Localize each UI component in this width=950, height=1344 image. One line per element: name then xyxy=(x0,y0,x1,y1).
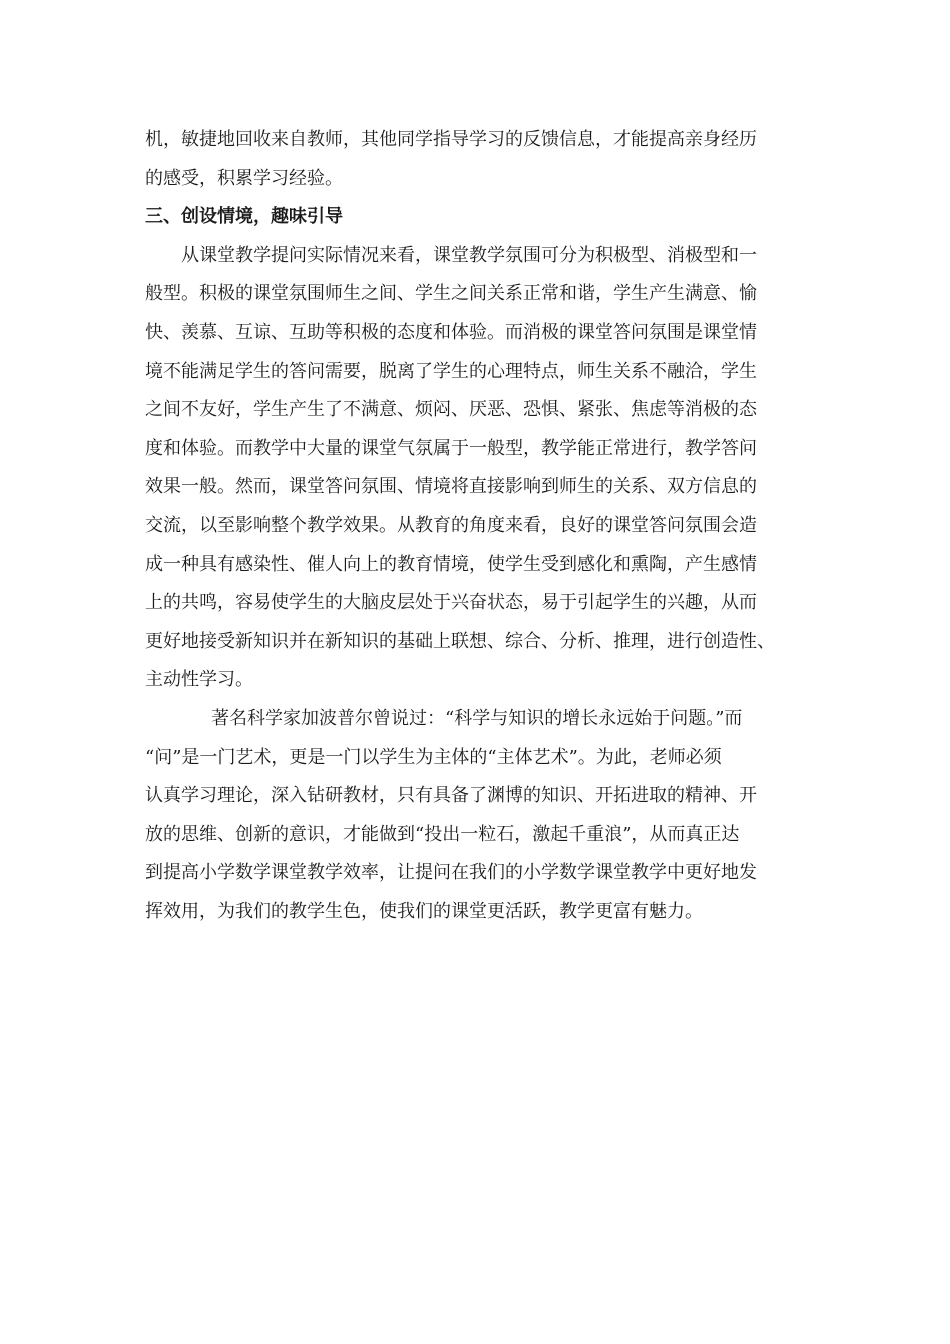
body-line: 主动性学习。 xyxy=(145,669,253,691)
body-line: 度和体验。而教学中大量的课堂气氛属于一般型，教学能正常进行，教学答问 xyxy=(145,437,757,459)
body-line: 认真学习理论，深入钻研教材，只有具备了渊博的知识、开拓进取的精神、开 xyxy=(145,785,757,807)
document-body xyxy=(145,121,805,931)
body-line: 快、羡慕、互谅、互助等积极的态度和体验。而消极的课堂答问氛围是课堂情 xyxy=(145,321,757,343)
body-line: 更好地接受新知识并在新知识的基础上联想、综合、分析、推理，进行创造性、 xyxy=(145,630,775,652)
body-line: 般型。积极的课堂氛围师生之间、学生之间关系正常和谐，学生产生满意、愉 xyxy=(145,283,757,305)
section-heading: 三、创设情境，趣味引导 xyxy=(145,206,343,228)
body-line: 的感受，积累学习经验。 xyxy=(145,167,343,189)
body-line: 挥效用，为我们的教学生色，使我们的课堂更活跃，教学更富有魅力。 xyxy=(145,900,703,922)
body-line: 交流，以至影响整个教学效果。从教育的角度来看，良好的课堂答问氛围会造 xyxy=(145,514,757,536)
body-line: 放的思维、创新的意识，才能做到“投出一粒石，激起千重浪”，从而真正达 xyxy=(145,823,740,845)
paragraph-first-line: 从课堂教学提问实际情况来看，课堂教学氛围可分为积极型、消极型和一 xyxy=(181,244,757,266)
body-line: 之间不友好，学生产生了不满意、烦闷、厌恶、恐惧、紧张、焦虑等消极的态 xyxy=(145,399,757,421)
body-line: 效果一般。然而，课堂答问氛围、情境将直接影响到师生的关系、双方信息的 xyxy=(145,476,757,498)
body-line: “问”是一门艺术，更是一门以学生为主体的“主体艺术”。为此，老师必须 xyxy=(145,746,722,768)
body-line: 境不能满足学生的答问需要，脱离了学生的心理特点，师生关系不融洽，学生 xyxy=(145,360,757,382)
paragraph-first-line: 著名科学家加波普尔曾说过：“科学与知识的增长永远始于问题。”而 xyxy=(211,707,743,729)
body-line: 成一种具有感染性、催人向上的教育情境，使学生受到感化和熏陶，产生感情 xyxy=(145,553,757,575)
body-line: 机，敏捷地回收来自教师，其他同学指导学习的反馈信息，才能提高亲身经历 xyxy=(145,129,757,150)
body-line: 到提高小学数学课堂教学效率，让提问在我们的小学数学课堂教学中更好地发 xyxy=(145,862,757,884)
body-line: 上的共鸣，容易使学生的大脑皮层处于兴奋状态，易于引起学生的兴趣，从而 xyxy=(145,592,757,614)
